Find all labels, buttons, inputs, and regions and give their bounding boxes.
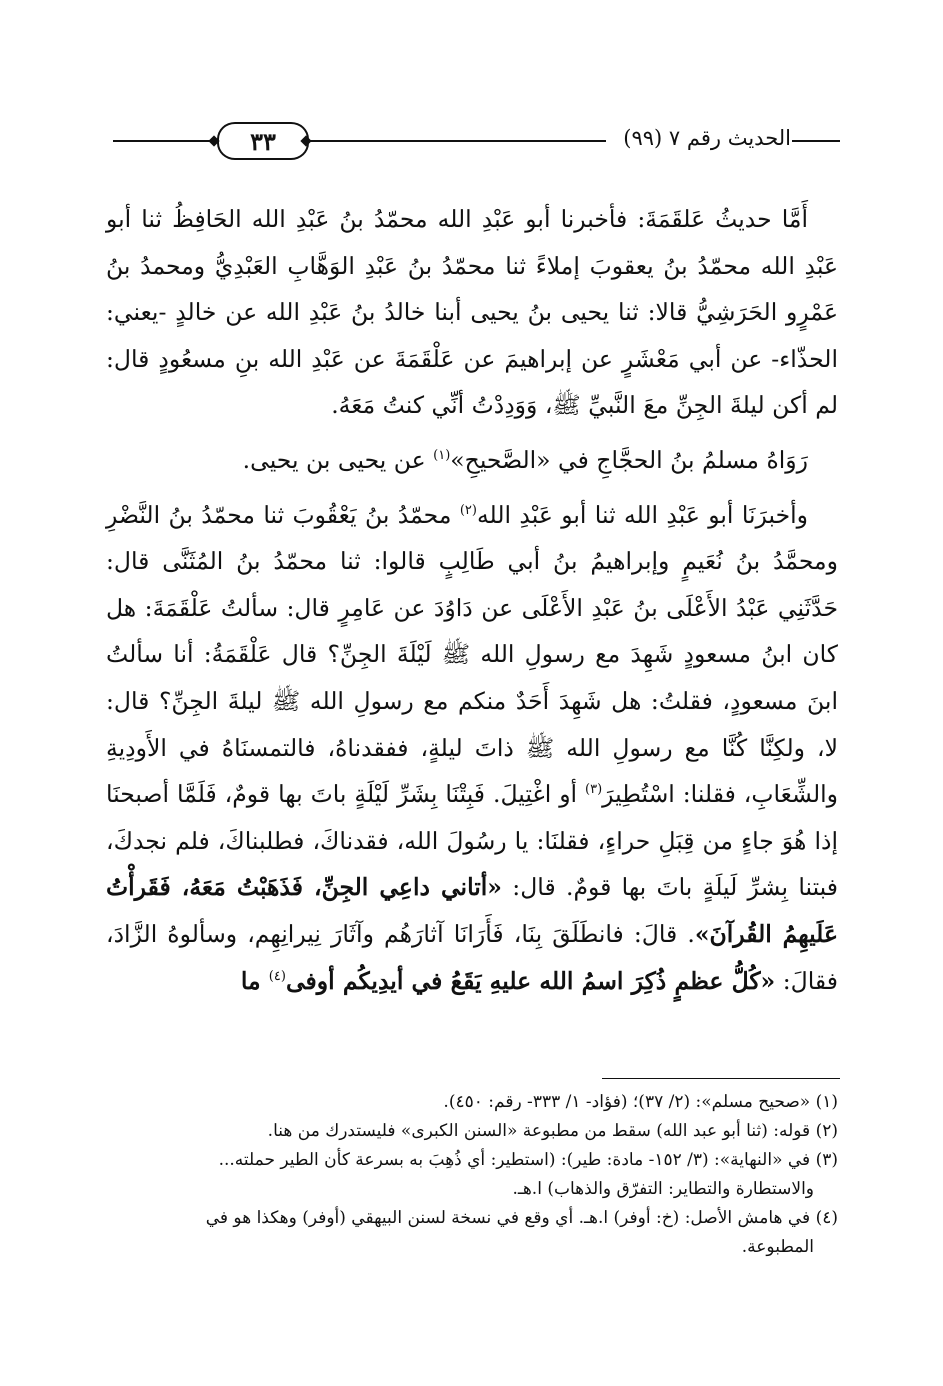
footnote-ref: (٢)	[459, 502, 477, 518]
paragraph-1	[106, 196, 838, 429]
footnote-3-continued: والاستطارة والتطاير: التفرّق والذهاب) ا.هـ.	[512, 1179, 814, 1199]
footnote-ref: (٣)	[585, 782, 603, 798]
header-rule-middle	[306, 140, 606, 142]
page-number-frame	[217, 122, 309, 160]
text-run: أو اغْتِيلَ. فَبِتْنَا بِشَرِّ لَيْلَةٍ باتَ بها قومٌ، فَلَمَّا أصبحنَا إذا هُوَ جاءٍ من قِبَلِ حراءٍ، فقلنَا: يا رسُولَ الله، فقدناكَ، فطلبناكَ، فلم نجدكَ، فبتنا بِشرِّ لَيلَةٍ باتَ بها قومٌ. قال:	[106, 780, 838, 902]
running-title: الحديث رقم ٧ (٩٩)	[623, 126, 791, 150]
hadith-quote: ما	[240, 966, 269, 995]
text-run: رَوَاهُ مسلمُ بنُ الحجَّاجِ في «الصَّحيحِ»	[450, 445, 808, 474]
footnote-2: (٢) قوله: (ثنا أبو عبد الله) سقط من مطبوعة «السنن الكبرى» فليستدرك من هنا.	[267, 1121, 838, 1141]
main-text	[106, 196, 838, 1004]
text-run: وأخبرَنَا أبو عَبْدِ الله ثنا أبو عَبْدِ الله	[476, 500, 809, 529]
footnote-4: (٤) في هامش الأصل: (خ: أوفر) ا.هـ. أي وقع في نسخة لسنن البيهقي (أوفر) وهكذا هو في	[205, 1208, 838, 1228]
text-line: أَمَّا حديثُ عَلقَمَةَ: فأخبرنا أبو عَبْدِ الله محمّدُ بنُ عَبْدِ الله الحَافِظُ ثنا أبو	[106, 205, 808, 233]
paragraph-3	[106, 492, 838, 1005]
page-header	[0, 116, 943, 156]
header-rule-left	[113, 140, 216, 142]
page-number: ٣٣	[250, 126, 276, 156]
text-run: محمّدُ بنُ يَعْقُوبَ ثنا محمّدُ بنُ النَّضْرِ ومحمَّدُ بنُ نُعَيمٍ وإبراهيمُ بنُ أبي طَالِبٍ قالوا: ثنا محمّدُ بنُ المُثَنَّى قال: حَدَّثَنِي عَبْدُ الأَعْلَى بنُ عَبْدِ الأَعْلَى عن دَاوُدَ عن عَامِرٍ قال: سألتُ عَلْقَمَةَ: هل كان ابنُ مسعودٍ شَهِدَ مع رسولِ الله ﷺ لَيْلَةَ الجِنِّ؟ قال عَلْقَمَةُ: أنا سألتُ ابنَ مسعودٍ، فقلتُ: هل شَهِدَ أَحَدٌ منكم مع رسولِ الله ﷺ ليلةَ الجِنِّ؟ قال: لا، ولكِنَّا كُنَّا مع رسولِ الله ﷺ ذاتَ ليلةٍ، ففقدناهُ، فالتمسنَاهُ في الأَودِيةِ والشِّعَابِ، فقلنا: اسْتُطِيرَ	[106, 500, 838, 809]
text-line: الجِنِّ معَ النَّبيِّ ﷺ، وَوَدِدْتُ أنِّي كنتُ مَعَهُ.	[331, 391, 723, 420]
footnote-1: (١) «صحيح مسلم»: (٢/ ٣٧)؛ (فؤاد- ١/ ٣٣٣- رقم: ٤٥٠).	[443, 1092, 838, 1112]
header-rule-right	[792, 140, 840, 142]
footnote-ref: (١)	[433, 448, 451, 464]
text-line: الحَرَشِيُّ قالا: ثنا يحيى بنُ يحيى أبنا خالدُ بنُ عَبْدِ الله عن خالدٍ -يعني: الحذّاء-	[106, 298, 838, 373]
footnotes	[106, 1088, 838, 1262]
text-run: عن يحيى بن يحيى.	[242, 445, 434, 474]
text-line: عَبْدِ الله محمّدُ بنُ يعقوبَ إملاءً ثنا محمّدُ بنُ عَبْدِ الوَهَّابِ العَبْدِيُّ ومحمدُ بنُ عَمْرٍو	[106, 251, 838, 327]
hadith-quote: «أتاني داعِي الجِنِّ، فَذَهَبْتُ مَعَهُ، فَقَرأْتُ عَلَيهِمُ القُرآنَ»	[106, 873, 838, 948]
hadith-quote: «كُلُّ عظمٍ ذُكِرَ اسمُ الله عليهِ يَقَعُ في أيدِيكُم أوفى	[285, 966, 776, 995]
text-run: . قالَ: فانطَلَقَ بِنَا، فَأَرَانَا آثارَهُم وآثَارَ نِيرانِهِم، وسألوهُ الزَّادَ، فقالَ:	[106, 919, 838, 995]
footnote-separator	[602, 1078, 840, 1079]
footnote-4-continued: المطبوعة.	[741, 1237, 814, 1257]
footnote-ref: (٤)	[268, 968, 286, 984]
text-line: عن أبي مَعْشَرٍ عن إبراهيمَ عن عَلْقَمَةَ عن عَبْدِ الله بنِ مسعُودٍ قال: لم أكن ليلةَ	[106, 344, 838, 420]
footnote-3: (٣) في «النهاية»: (٣/ ١٥٢- مادة: طير): (استطير: أي ذُهِبَ به بسرعة كأن الطير حملته...	[218, 1150, 838, 1170]
paragraph-2	[106, 437, 838, 484]
